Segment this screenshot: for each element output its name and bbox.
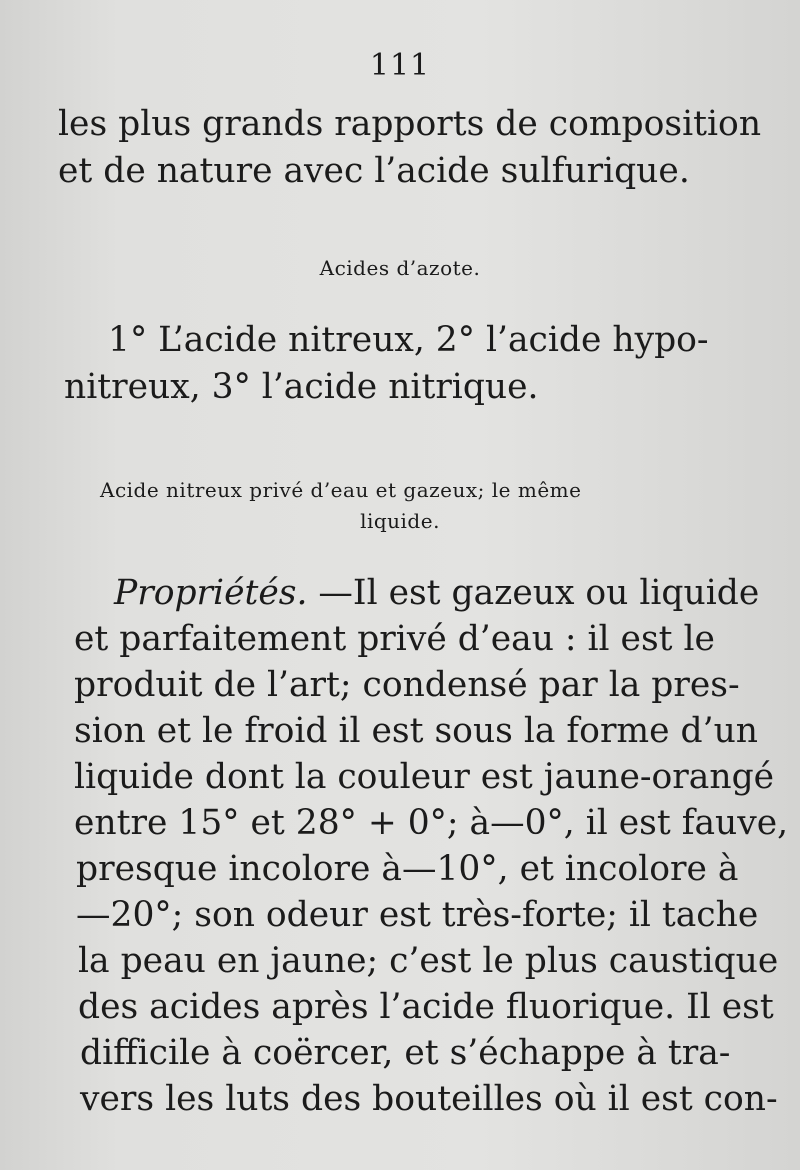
text-line: produit de l’art; condensé par la pres- bbox=[74, 665, 740, 705]
text-line: 1° L’acide nitreux, 2° l’acide hypo- bbox=[108, 320, 709, 360]
subsection-heading-continued: liquide. bbox=[360, 509, 440, 533]
text-line: sion et le froid il est sous la forme d’un bbox=[74, 711, 759, 751]
text-line: et de nature avec l’acide sulfurique. bbox=[58, 151, 690, 191]
subsection-heading: Acide nitreux privé d’eau et gazeux; le même bbox=[100, 478, 582, 502]
text-line: entre 15° et 28° + 0°; à—0°, il est fauve, bbox=[74, 803, 789, 843]
paragraph-first-line bbox=[114, 573, 800, 613]
paragraph-text: —Il est gazeux ou liquide bbox=[307, 573, 760, 613]
text-line: —20°; son odeur est très-forte; il tache bbox=[76, 895, 759, 935]
text-line: vers les luts des bouteilles où il est con- bbox=[80, 1079, 778, 1119]
text-line: la peau en jaune; c’est le plus caustique bbox=[78, 941, 779, 981]
text-line: presque incolore à—10°, et incolore à bbox=[76, 849, 739, 889]
text-line: les plus grands rapports de composition bbox=[58, 104, 762, 144]
section-heading: Acides d’azote. bbox=[319, 256, 481, 280]
page-number: 111 bbox=[369, 48, 431, 83]
text-line: et parfaitement privé d’eau : il est le bbox=[74, 619, 715, 659]
text-line: nitreux, 3° l’acide nitrique. bbox=[64, 367, 539, 407]
text-line: des acides après l’acide fluorique. Il est bbox=[78, 987, 774, 1027]
text-line: difficile à coërcer, et s’échappe à tra- bbox=[80, 1033, 731, 1073]
text-line: liquide dont la couleur est jaune-orangé bbox=[74, 757, 775, 797]
properties-label: Propriétés. bbox=[114, 573, 308, 613]
